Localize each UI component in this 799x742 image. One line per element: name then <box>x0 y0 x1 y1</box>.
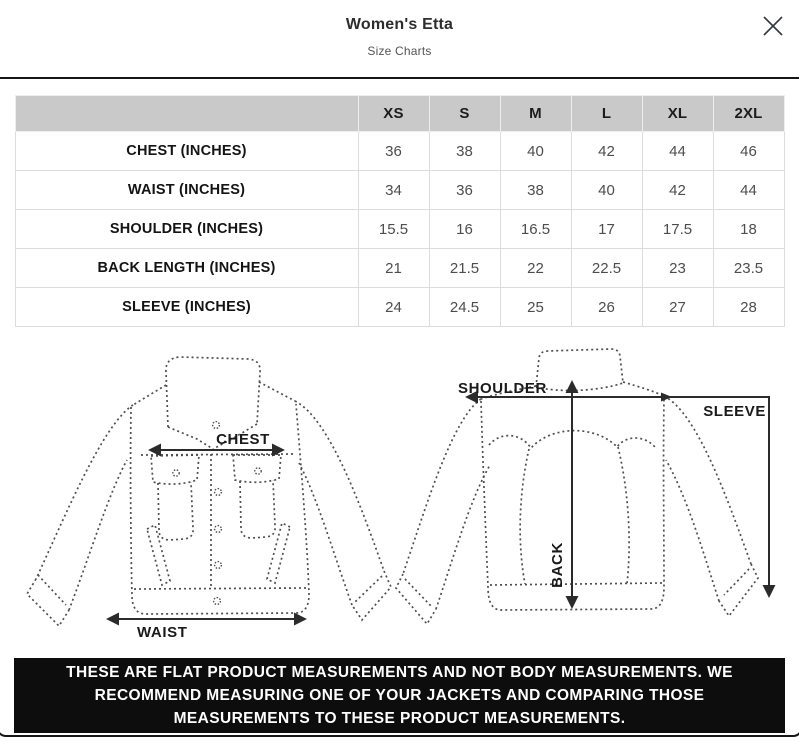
cell-value: 17.5 <box>642 210 713 249</box>
table-row-chest <box>15 132 784 171</box>
row-label-sleeve: SLEEVE (INCHES) <box>15 288 358 327</box>
waist-label: WAIST <box>137 624 188 641</box>
shoulder-right-arrow <box>661 393 672 402</box>
back-measurements <box>458 380 769 607</box>
shoulder-sleeve-measure-line <box>467 397 769 596</box>
sleeve-label: SLEEVE <box>703 403 766 420</box>
cell-value: 23 <box>642 249 713 288</box>
size-header-m: M <box>500 96 571 132</box>
cell-value: 22.5 <box>571 249 642 288</box>
back-label: BACK <box>549 542 566 588</box>
cell-value: 36 <box>429 171 500 210</box>
size-header-s: S <box>429 96 500 132</box>
row-label-shoulder: SHOULDER (INCHES) <box>15 210 358 249</box>
size-header-xs: XS <box>358 96 429 132</box>
shoulder-label: SHOULDER <box>458 380 547 397</box>
back-jacket-drawing <box>396 349 758 624</box>
chest-label: CHEST <box>216 431 270 448</box>
cell-value: 25 <box>500 288 571 327</box>
size-header-l: L <box>571 96 642 132</box>
cell-value: 44 <box>713 171 784 210</box>
cell-value: 22 <box>500 249 571 288</box>
cell-value: 36 <box>358 132 429 171</box>
cell-value: 40 <box>571 171 642 210</box>
page-title: Women's Etta <box>345 16 454 33</box>
close-icon <box>761 14 785 38</box>
row-label-waist: WAIST (INCHES) <box>15 171 358 210</box>
cell-value: 38 <box>500 171 571 210</box>
cell-value: 21.5 <box>429 249 500 288</box>
cell-value: 17 <box>571 210 642 249</box>
disclaimer-text: THESE ARE FLAT PRODUCT MEASUREMENTS AND NOT BODY MEASUREMENTS. WE RECOMMEND MEASURING ONE OF YOUR JACKETS AND COMPARING THOSE MEASUREMENTS TO THESE PRODUCT MEASUREMENTS. <box>66 664 733 727</box>
front-measurements <box>108 431 305 641</box>
row-label-chest: CHEST (INCHES) <box>15 132 358 171</box>
size-header-row <box>15 96 784 132</box>
cell-value: 44 <box>642 132 713 171</box>
cell-value: 21 <box>358 249 429 288</box>
cell-value: 24 <box>358 288 429 327</box>
cell-value: 42 <box>571 132 642 171</box>
cell-value: 15.5 <box>358 210 429 249</box>
table-row-sleeve <box>15 288 784 327</box>
cell-value: 40 <box>500 132 571 171</box>
close-button[interactable] <box>758 11 788 41</box>
front-jacket-drawing <box>27 357 391 626</box>
measurement-disclaimer-banner <box>14 658 785 733</box>
measurement-diagram <box>0 327 799 654</box>
cell-value: 28 <box>713 288 784 327</box>
cell-value: 27 <box>642 288 713 327</box>
cell-value: 16.5 <box>500 210 571 249</box>
cell-value: 34 <box>358 171 429 210</box>
cell-value: 23.5 <box>713 249 784 288</box>
size-chart-table <box>15 95 785 327</box>
cell-value: 16 <box>429 210 500 249</box>
cell-value: 18 <box>713 210 784 249</box>
size-header-empty <box>15 96 358 132</box>
cell-value: 26 <box>571 288 642 327</box>
page-subtitle: Size Charts <box>367 44 432 58</box>
size-header-xl: XL <box>642 96 713 132</box>
cell-value: 46 <box>713 132 784 171</box>
table-row-shoulder <box>15 210 784 249</box>
table-row-back-length <box>15 249 784 288</box>
cell-value: 24.5 <box>429 288 500 327</box>
table-row-waist <box>15 171 784 210</box>
header-divider <box>0 77 799 79</box>
modal-header <box>0 0 799 77</box>
row-label-back-length: BACK LENGTH (INCHES) <box>15 249 358 288</box>
cell-value: 42 <box>642 171 713 210</box>
size-header-2xl: 2XL <box>713 96 784 132</box>
cell-value: 38 <box>429 132 500 171</box>
